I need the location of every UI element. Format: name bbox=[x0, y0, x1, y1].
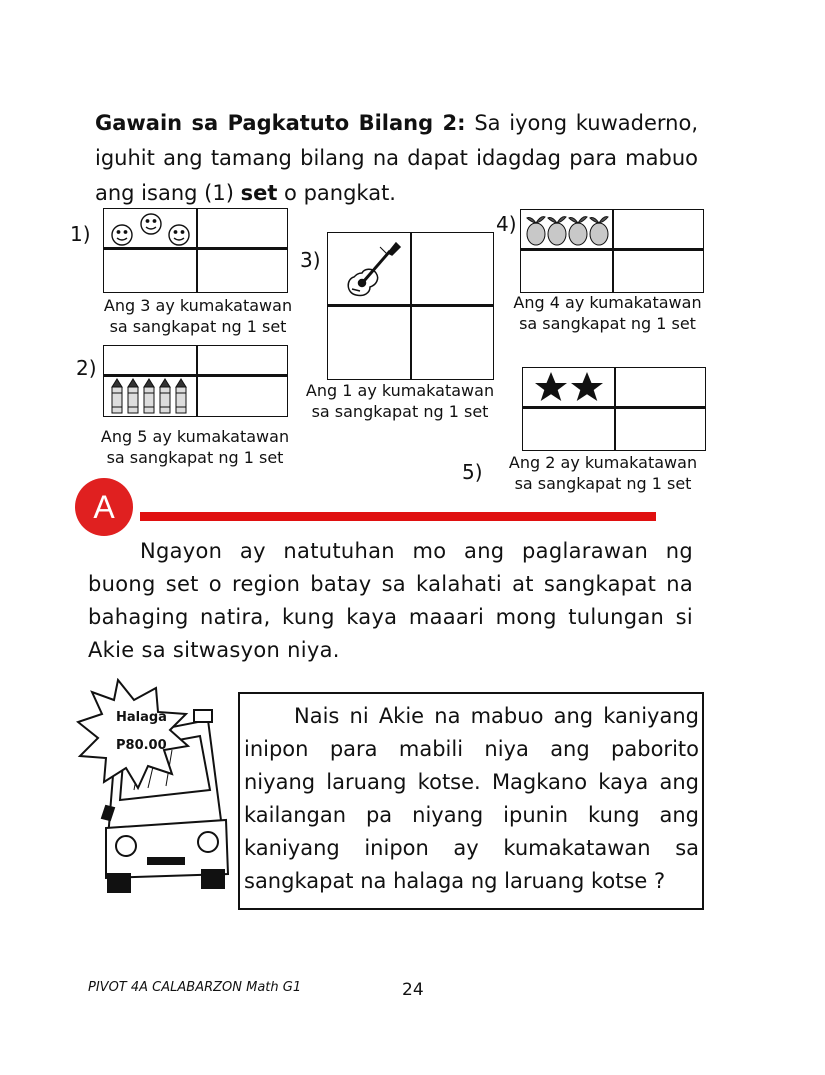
item-5-caption-line2: sa sangkapat ng 1 set bbox=[514, 474, 692, 493]
section-divider-bar bbox=[140, 512, 656, 521]
item-4-grid bbox=[520, 209, 704, 293]
price-burst-icon bbox=[78, 680, 188, 788]
item-2-caption bbox=[84, 426, 306, 468]
activity-instructions bbox=[95, 106, 698, 211]
item-5-caption bbox=[494, 452, 712, 494]
item-1-caption bbox=[88, 295, 308, 337]
item-5-number: 5) bbox=[462, 460, 483, 484]
item-1-caption-line2: sa sangkapat ng 1 set bbox=[109, 317, 287, 336]
set-word: set bbox=[240, 181, 278, 205]
item-2-number: 2) bbox=[76, 356, 97, 380]
crayons-icon bbox=[108, 377, 192, 415]
item-3-caption-line2: sa sangkapat ng 1 set bbox=[311, 402, 489, 421]
problem-text-container bbox=[244, 700, 699, 898]
item-2-caption-line2: sa sangkapat ng 1 set bbox=[106, 448, 284, 467]
price-tag-value: P80.00 bbox=[116, 738, 167, 753]
section-letter: A bbox=[93, 488, 115, 525]
item-3-caption bbox=[290, 380, 510, 422]
section-paragraph-text: Ngayon ay natutuhan mo ang paglarawan ng buong set o region batay sa kalahati at sangkapat na bahaging natira, kung kaya maaari mong tulungan si Akie sa sitwasyon niya. bbox=[88, 539, 693, 662]
item-4-caption-line2: sa sangkapat ng 1 set bbox=[519, 314, 696, 333]
footer-source: PIVOT 4A CALABARZON Math G1 bbox=[88, 980, 302, 995]
instruction-text-2: o pangkat. bbox=[284, 181, 396, 205]
section-paragraph bbox=[88, 535, 693, 667]
item-3-caption-line1: Ang 1 ay kumakatawan bbox=[305, 381, 495, 400]
problem-text: Nais ni Akie na mabuo ang kaniyang inipon para mabili niya ang paborito niyang laruang kotse. Magkano kaya ang kailangan pa niyang ipunin kung ang kaniyang inipon ay kumakatawan sa sangkapat na halaga ng laruang kotse ? bbox=[244, 704, 699, 893]
item-3-number: 3) bbox=[300, 248, 321, 272]
stars-icon bbox=[533, 370, 609, 406]
item-2-caption-line1: Ang 5 ay kumakatawan bbox=[100, 427, 290, 446]
item-3-grid bbox=[327, 232, 494, 380]
fruits-icon bbox=[525, 212, 611, 248]
section-a-badge bbox=[75, 478, 133, 536]
smiley-faces-icon bbox=[108, 211, 196, 249]
item-1-caption-line1: Ang 3 ay kumakatawan bbox=[103, 296, 293, 315]
activity-label: Gawain sa Pagkatuto Bilang 2: bbox=[95, 111, 466, 135]
item-1-grid bbox=[103, 208, 288, 293]
item-4-caption bbox=[500, 292, 715, 334]
item-4-caption-line1: Ang 4 ay kumakatawan bbox=[513, 293, 702, 312]
instruction-text-1: Sa iyong kuwaderno, iguhit ang tamang bilang na dapat idagdag para mabuo ang isang (1) bbox=[95, 111, 699, 205]
price-tag-label: Halaga bbox=[116, 710, 167, 725]
guitar-icon bbox=[340, 239, 402, 301]
item-4-number: 4) bbox=[496, 212, 517, 236]
item-5-grid bbox=[522, 367, 706, 451]
item-5-caption-line1: Ang 2 ay kumakatawan bbox=[508, 453, 698, 472]
item-1-number: 1) bbox=[70, 222, 91, 246]
page-number: 24 bbox=[402, 980, 424, 1000]
item-2-grid bbox=[103, 345, 288, 417]
